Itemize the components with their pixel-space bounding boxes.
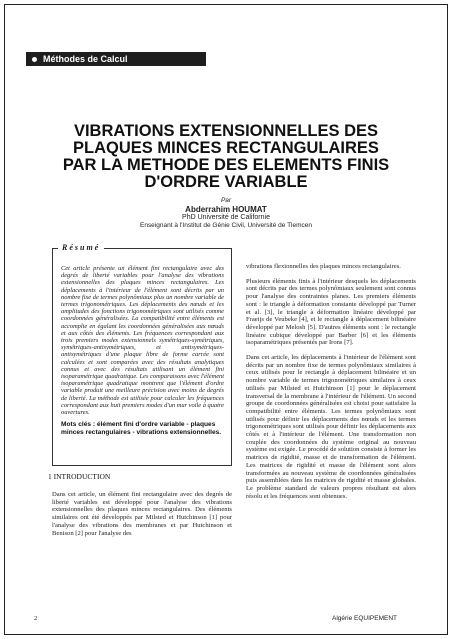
author-name: Abderrahim HOUMAT [185, 205, 267, 214]
body-paragraph: vibrations flexionnelles des plaques minces rectangulaires. [246, 263, 401, 270]
author-affiliation-1: PhD Université de Californie [182, 214, 270, 221]
keywords: Mots clés : élément fini d'ordre variable - plaques minces rectangulaires - vibrations extensionnelles. [61, 421, 222, 436]
title-line: PAR LA METHODE DES ELEMENTS FINIS [62, 156, 390, 174]
abstract-text: Cet article présente un élément fini rectangulaire avec des degrés de liberté variables pour l'analyse des vibrations extensionnelles des plaques minces rectangulaires. Les déplacements à l'intérieur de l'élément sont décrits par un nombre fixe de termes polynômiaux plus un nombre variable de termes trigonométriques. Les déplacements des nœuds et les amplitudes des fonctions trigonométriques sont utilisés comme coordonnées généralisées. La compatibilité entre éléments est accomplie en égalant les coordonnées généralisées aux nœuds et aux côtés des éléments. Les fréquences correspondant aux trois premiers modes extensionnels symétriques-symétriques, symétriques-antisymétriques, et antisymétriques-antisymétriques d'une plaque libre de forme carrée sont calculées et sont comparées avec des résultats analytiques connus et avec des résultats utilisant un élément fini isoparamétrique quadratique. Les comparaisons avec l'élément isoparamétrique quadratique montrent que l'élément d'ordre variable produit une meilleure précision avec moins de degrés de liberté. La méthode est utilisée pour calculer les fréquences correspondant aux huit premiers modes d'un mur voile à quatre ouvertures. [61, 265, 224, 417]
introduction-paragraph: Dans cet article, un élément fini rectangulaire avec des degrés de liberté variables est développé pour l'analyse des vibrations extensionnelles des plaques minces rectangulaires. Des éléments similaires ont été développés par Milsted et Hutchinson [1] pour l'analyse des vibrations des membranes et par Hutchinson et Benison [2] pour l'analyse des [52, 491, 232, 537]
abstract-heading: Résumé [58, 243, 104, 252]
title-line: D'ORDRE VARIABLE [144, 173, 308, 191]
body-paragraph: Plusieurs éléments finis à l'intérieur desquels les déplacements sont décrits par des termes polynômiaux seulement sont connus pour l'analyse des contraintes planes. Les premiers éléments sont : le triangle à déformation constante développé par Turner et al. [3], le triangle à déformation linéaire développé par Fraeijs de Veubeke [4], et le rectangle à déplacement bilinéaire développé par Melosh [5]. D'autres éléments sont : le rectangle linéaire cubique développé par Barber [6] et les éléments isoparamétriques présentés par Irons [7]. [246, 277, 416, 347]
right-column [246, 263, 416, 500]
title-line: PLAQUES MINCES RECTANGULAIRES [73, 139, 379, 157]
body-paragraph: Dans cet article, les déplacements à l'intérieur de l'élément sont décrits par un nombre fixe de termes polynômiaux similaires à ceux utilisés pour le rectangle à déplacement bilinéaire et un nombre variable de termes trigonométriques similaires à ceux utilisés par Milsted et Hutchinson [1] pour le déplacement transversal de la membrane à l'intérieur de l'élément. Un second groupe de coordonnées généralisées est choisi pour satisfaire la compatibilité entre éléments. Les termes polynômiaux sont utilisés pour définir les déplacements des nœuds et les termes trigonométriques sont utilisés pour définir les déplacements aux côtés et à l'intérieur de l'élément. Une transformation non couplée des coordonnées du système original au nouveau système est exigée. Le procédé de solution consiste à former les matrices de rigidité, masse et de transformation de l'élément. Les matrices de rigidité et masse de l'élément sont alors transformées au nouveau système de coordonnées généralisées puis assemblées dans les matrices de rigidité et masse globales. Le problème standard de valeurs propres résultant est alors résolu et les fréquences sont obtenues. [246, 354, 416, 500]
journal-name: Algérie EQUIPEMENT [332, 615, 398, 622]
bullet-icon [32, 57, 37, 62]
author-affiliation-2: Enseignant à l'Institut de Génie Civil, Université de Tlemcen [139, 222, 312, 229]
abstract-box [52, 248, 232, 466]
title-line: VIBRATIONS EXTENSIONNELLES DES [73, 122, 379, 140]
section-label: Méthodes de Calcul [43, 54, 128, 64]
page-number: 2 [34, 615, 38, 622]
byline [60, 197, 392, 230]
left-column [48, 472, 232, 537]
article-title [40, 123, 412, 191]
byline-par: Par [220, 197, 232, 204]
introduction-heading: 1 INTRODUCTION [48, 472, 111, 481]
section-header-bar [26, 52, 206, 66]
